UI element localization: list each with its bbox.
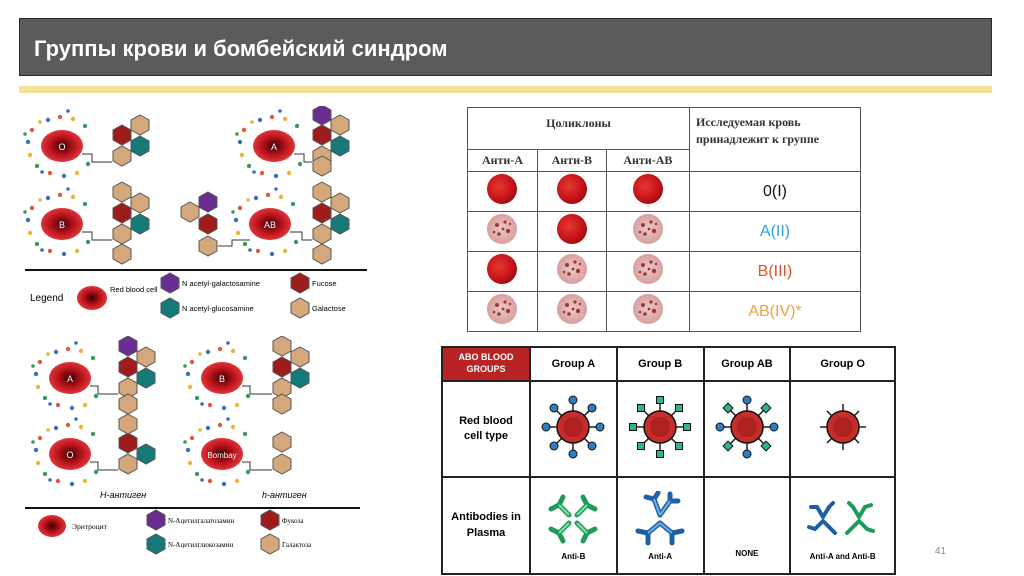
agglutination-drop: [468, 292, 538, 332]
rbc-group-a: [530, 381, 617, 477]
legend-title: Legend: [30, 293, 64, 304]
svg-text:Bombay: Bombay: [207, 451, 237, 460]
title-bar: [19, 18, 992, 76]
antibody-label: Anti-A: [648, 551, 673, 561]
svg-text:Галактоза: Галактоза: [282, 541, 312, 549]
accent-line: [19, 86, 992, 93]
svg-text:Эритроцит: Эритроцит: [72, 522, 107, 531]
rbc-ab: [231, 187, 298, 256]
coliclone-agglutination-table: [467, 107, 861, 332]
header-result: Исследуемая кровь принадлежит к группе: [690, 108, 861, 172]
slide-title: Группы крови и бомбейский синдром: [34, 36, 448, 61]
row-rbc-type: Red blood cell type: [442, 381, 530, 477]
antibody-group-b: [617, 477, 704, 574]
antibody-group-o: [790, 477, 895, 574]
abo-blood-groups-table: [441, 346, 896, 575]
group-result: AB(IV)*: [690, 292, 861, 332]
svg-text:N-Ацетилглюкозамин: N-Ацетилглюкозамин: [168, 541, 234, 549]
svg-text:A: A: [66, 374, 74, 384]
agglutination-drop: [468, 212, 538, 252]
agglutination-drop: [606, 212, 689, 252]
group-result: B(III): [690, 252, 861, 292]
agglutination-drop: [537, 252, 606, 292]
rbc-o: [23, 109, 90, 178]
col-anti-ab: Анти-АВ: [606, 150, 689, 172]
no-agglutination-drop: [606, 172, 689, 212]
header-group-o: Group O: [790, 347, 895, 381]
antibody-group-ab: [704, 477, 791, 574]
antibody-label: NONE: [735, 549, 759, 558]
antibody-label: Anti-A and Anti-B: [809, 551, 876, 561]
bombay-antigen-diagram-ru: [22, 336, 362, 558]
header-coliclones: Цоликлоны: [468, 108, 690, 150]
no-agglutination-drop: [468, 172, 538, 212]
agglutination-drop: [537, 292, 606, 332]
group-result: 0(I): [690, 172, 861, 212]
header-group-a: Group A: [530, 347, 617, 381]
abo-corner-header: ABO BLOOD GROUPS: [442, 347, 530, 381]
antibody-group-a: [530, 477, 617, 574]
svg-text:AB: AB: [263, 220, 277, 230]
rbc-group-ab: [704, 381, 791, 477]
svg-text:Galactose: Galactose: [312, 304, 346, 313]
col-anti-a: Анти-А: [468, 150, 538, 172]
svg-text:N-Ацетилгалатозамин: N-Ацетилгалатозамин: [168, 517, 235, 525]
svg-text:N acetyl-glucosamine: N acetyl-glucosamine: [182, 304, 254, 313]
cell-label: O: [58, 142, 66, 152]
antibody-label: Anti-B: [561, 551, 586, 561]
rbc-a: [235, 109, 302, 178]
agglutination-drop: [606, 292, 689, 332]
rbc-group-b: [617, 381, 704, 477]
page-number: 41: [934, 546, 946, 557]
legend-rbc: Red blood cell: [110, 285, 158, 294]
svg-text:h-антиген: h-антиген: [262, 490, 307, 500]
header-group-b: Group B: [617, 347, 704, 381]
svg-text:B: B: [218, 374, 226, 384]
no-agglutination-drop: [468, 252, 538, 292]
no-agglutination-drop: [537, 212, 606, 252]
header-group-ab: Group AB: [704, 347, 791, 381]
blood-group-antigen-diagram-en: [22, 106, 372, 326]
rbc-b: [23, 187, 90, 256]
svg-text:Fucose: Fucose: [312, 279, 337, 288]
rbc-group-o: [790, 381, 895, 477]
row-antibodies: Antibodies in Plasma: [442, 477, 530, 574]
group-result: A(II): [690, 212, 861, 252]
svg-text:B: B: [58, 220, 66, 230]
no-agglutination-drop: [537, 172, 606, 212]
agglutination-drop: [606, 252, 689, 292]
svg-text:A: A: [270, 142, 278, 152]
svg-text:O: O: [66, 450, 74, 460]
svg-text:N acetyl-galactosamine: N acetyl-galactosamine: [182, 279, 260, 288]
svg-text:H-антиген: H-антиген: [100, 490, 147, 500]
col-anti-b: Анти-В: [537, 150, 606, 172]
svg-text:Фукоза: Фукоза: [282, 517, 304, 525]
